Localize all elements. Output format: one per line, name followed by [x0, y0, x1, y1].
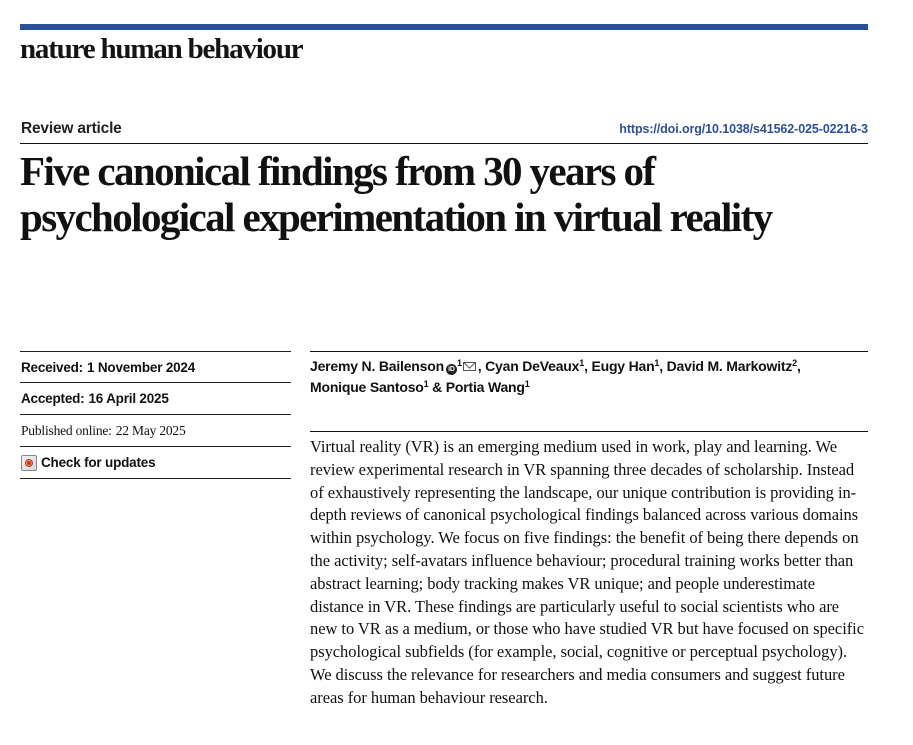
affiliation-marker: 1	[423, 379, 429, 389]
check-for-updates-button[interactable]	[20, 447, 291, 479]
accepted-value: 16 April 2025	[88, 391, 169, 406]
affiliation-marker: 2	[792, 358, 797, 368]
accepted-date	[20, 383, 291, 415]
doi-link[interactable]: https://doi.org/10.1038/s41562-025-02216-3	[619, 122, 868, 136]
received-label: Received:	[21, 359, 83, 375]
accepted-label: Accepted:	[21, 391, 85, 406]
header-divider	[20, 143, 868, 144]
affiliation-marker: 1	[654, 358, 660, 368]
author-name[interactable]: Jeremy N. Bailenson	[310, 358, 444, 374]
published-value: 22 May 2025	[115, 422, 186, 438]
check-for-updates-label: Check for updates	[41, 455, 156, 470]
author-name[interactable]: Eugy Han	[591, 358, 655, 374]
crossmark-icon	[21, 455, 37, 471]
affiliation-marker: 1	[456, 358, 462, 368]
received-value: 1 November 2024	[86, 359, 196, 375]
abstract-text: Virtual reality (VR) is an emerging medium used in work, play and learning. We review experimental research in VR spanning three decades of scholarship. Instead of exhaustively representing the landscape, our unique contribution is providing in-depth reviews of canonical psychological findings balanced across various domains within psychology. We focus on five findings: the benefit of being there depends on the activity; self-avatars influence behaviour; procedural training works better than abstract learning; body tracking makes VR unique; and people underestimate distance in VR. These findings are particularly useful to social scientists who are new to VR as a medium, or those who have studied VR but have focused on specific psychological subfields (for example, social, cognitive or perceptual psychology). We discuss the relevance for researchers and media consumers and suggest future areas for human behaviour research.	[310, 437, 864, 707]
author-name[interactable]: Monique Santoso	[310, 379, 424, 395]
email-icon[interactable]	[463, 362, 476, 371]
author-list: Jeremy N. Bailenson $iD^1$ , Cyan DeVeaux$^1$, Eugy Han$^1$, David M. Markowitz$^2$, Monique Santoso$^1$ & Portia Wang$^1$	[310, 358, 801, 395]
article-title: Five canonical findings from 30 years of psychological experimentation in virtual reality	[20, 148, 772, 240]
journal-accent-bar	[20, 24, 868, 30]
published-label: Published online:	[21, 422, 112, 438]
affiliation-marker: 1	[579, 358, 585, 368]
orcid-icon[interactable]: iD	[446, 364, 457, 375]
affiliation-marker: 1	[524, 379, 530, 389]
received-date	[20, 351, 291, 383]
article-type: Review article	[21, 120, 122, 137]
author-name[interactable]: David M. Markowitz	[666, 358, 793, 374]
abstract-divider	[310, 431, 868, 432]
published-date	[20, 415, 291, 447]
article-dates	[20, 351, 291, 479]
authors-divider	[310, 351, 868, 352]
journal-name: nature human behaviour	[20, 33, 303, 65]
author-name[interactable]: Portia Wang	[445, 379, 525, 395]
author-name[interactable]: Cyan DeVeaux	[485, 358, 580, 374]
